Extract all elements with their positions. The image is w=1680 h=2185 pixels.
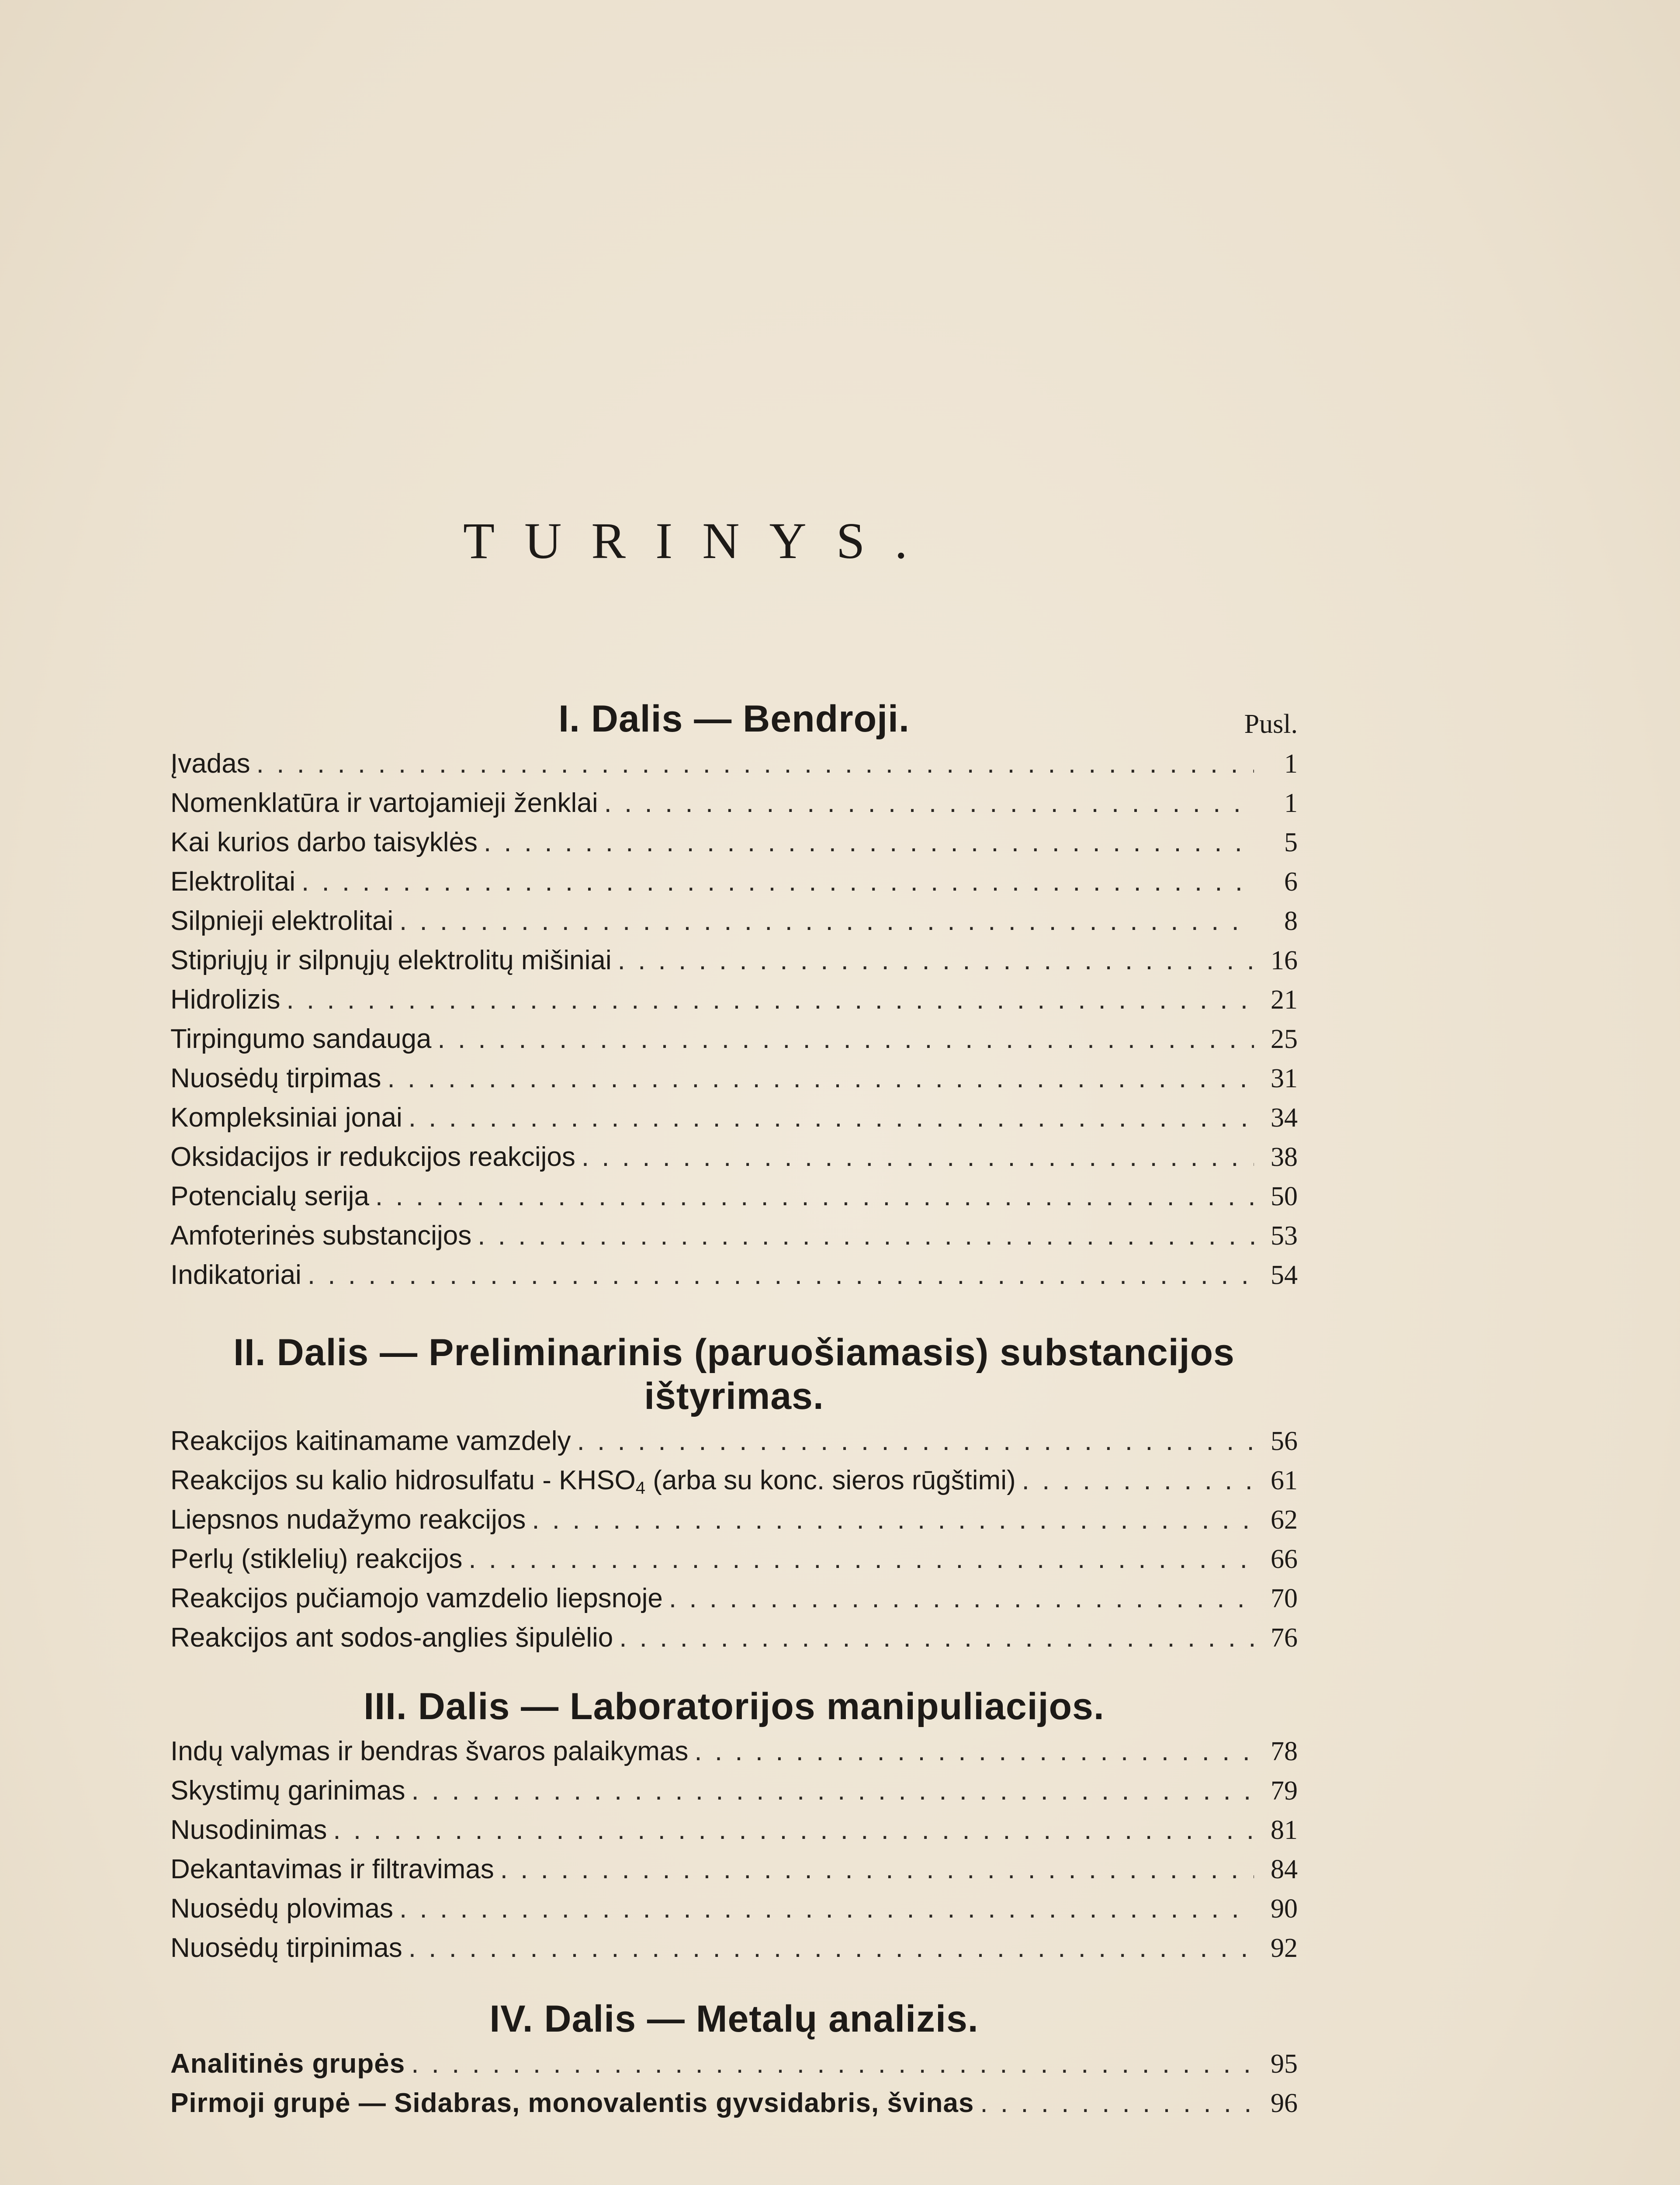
part-3-section xyxy=(170,1685,1298,1968)
entry-page-number: 81 xyxy=(1271,1815,1298,1845)
entry-label-prefix: Reakcijos su kalio hidrosulfatu - KHSO xyxy=(170,1465,636,1495)
entry-label-suffix: (arba su konc. sieros rūgštimi) xyxy=(645,1465,1016,1495)
part-2-section xyxy=(170,1331,1298,1658)
entry-label: Stipriųjų ir silpnųjų elektrolitų mišiniai xyxy=(170,945,612,975)
dot-leader xyxy=(484,823,1254,862)
part-2-heading-line2: ištyrimas. xyxy=(644,1375,824,1417)
entry-page-number: 54 xyxy=(1271,1260,1298,1290)
dot-leader xyxy=(375,1177,1254,1216)
entry-page-number: 1 xyxy=(1284,749,1298,779)
entry-label: Reakcijos pučiamojo vamzdelio liepsnoje xyxy=(170,1583,663,1613)
entry-label: Nomenklatūra ir vartojamieji ženklai xyxy=(170,788,598,818)
entry-page-number: 6 xyxy=(1284,867,1298,897)
toc-entry[interactable] xyxy=(170,744,1298,784)
entry-page-number: 92 xyxy=(1271,1933,1298,1963)
entry-label: Potencialų serija xyxy=(170,1181,369,1211)
toc-entry[interactable] xyxy=(170,1732,1298,1771)
part-3-entries xyxy=(170,1732,1298,1968)
entry-label: Reakcijos ant sodos-anglies šipulėlio xyxy=(170,1623,613,1653)
entry-label: Kompleksiniai jonai xyxy=(170,1103,402,1133)
entry-page-number: 38 xyxy=(1271,1142,1298,1172)
toc-entry[interactable] xyxy=(170,1771,1298,1810)
part-2-heading xyxy=(170,1331,1298,1418)
entry-page-number: 1 xyxy=(1284,788,1298,818)
entry-label: Elektrolitai xyxy=(170,867,295,897)
entry-label: Silpnieji elektrolitai xyxy=(170,906,394,936)
entry-label: Liepsnos nudažymo reakcijos xyxy=(170,1505,526,1535)
toc-entry[interactable] xyxy=(170,1889,1298,1928)
page-column-label: Pusl. xyxy=(1244,709,1298,739)
dot-leader xyxy=(618,941,1254,980)
dot-leader xyxy=(468,1540,1254,1579)
entry-page-number: 95 xyxy=(1271,2049,1298,2079)
entry-label: Dekantavimas ir filtravimas xyxy=(170,1854,494,1884)
dot-leader xyxy=(1022,1461,1254,1500)
toc-entry[interactable] xyxy=(170,902,1298,941)
toc-entry[interactable] xyxy=(170,2084,1298,2123)
toc-entry[interactable] xyxy=(170,1579,1298,1618)
entry-label: Amfoterinės substancijos xyxy=(170,1221,472,1251)
entry-label: Oksidacijos ir redukcijos reakcijos xyxy=(170,1142,575,1172)
entry-page-number: 25 xyxy=(1271,1024,1298,1054)
toc-entry[interactable] xyxy=(170,1850,1298,1889)
toc-entry[interactable] xyxy=(170,1216,1298,1256)
dot-leader xyxy=(437,1020,1254,1059)
toc-entry[interactable] xyxy=(170,980,1298,1020)
entry-label xyxy=(170,1461,1022,1500)
dot-leader xyxy=(577,1422,1254,1461)
dot-leader xyxy=(532,1500,1254,1540)
dot-leader xyxy=(399,1889,1254,1928)
part-1-heading xyxy=(170,697,1298,741)
entry-label: Nuosėdų tirpimas xyxy=(170,1063,381,1093)
part-4-entries xyxy=(170,2044,1298,2123)
toc-entry[interactable] xyxy=(170,1020,1298,1059)
entry-label: Hidrolizis xyxy=(170,985,281,1015)
dot-leader xyxy=(619,1618,1254,1658)
entry-page-number: 76 xyxy=(1271,1623,1298,1653)
entry-page-number: 31 xyxy=(1271,1064,1298,1093)
dot-leader xyxy=(256,744,1254,784)
entry-label: Indikatoriai xyxy=(170,1260,301,1290)
part-1-heading-text: I. Dalis — Bendroji. xyxy=(558,698,910,740)
entry-label: Nuosėdų tirpinimas xyxy=(170,1933,402,1963)
dot-leader xyxy=(308,1256,1254,1295)
dot-leader xyxy=(409,1928,1254,1968)
entry-label: Indų valymas ir bendras švaros palaikymas xyxy=(170,1736,689,1766)
dot-leader xyxy=(669,1579,1254,1618)
entry-label: Kai kurios darbo taisyklės xyxy=(170,827,478,857)
toc-entry[interactable] xyxy=(170,1540,1298,1579)
dot-leader xyxy=(980,2084,1254,2123)
dot-leader xyxy=(694,1732,1254,1771)
toc-entry[interactable] xyxy=(170,862,1298,902)
entry-page-number: 84 xyxy=(1271,1855,1298,1884)
dot-leader xyxy=(582,1138,1254,1177)
entry-page-number: 50 xyxy=(1271,1182,1298,1211)
entry-page-number: 16 xyxy=(1271,946,1298,975)
toc-entry[interactable] xyxy=(170,2044,1298,2084)
part-3-heading: III. Dalis — Laboratorijos manipuliacijos. xyxy=(364,1686,1105,1727)
entry-page-number: 56 xyxy=(1271,1426,1298,1456)
entry-label: Nusodinimas xyxy=(170,1815,327,1845)
page-title: TURINYS. xyxy=(463,512,937,569)
entry-page-number: 78 xyxy=(1271,1737,1298,1766)
toc-entry[interactable] xyxy=(170,1059,1298,1098)
entry-page-number: 21 xyxy=(1271,985,1298,1015)
part-1-entries xyxy=(170,744,1298,1295)
part-4-heading: IV. Dalis — Metalų analizis. xyxy=(489,1998,979,2040)
toc-entry[interactable] xyxy=(170,1928,1298,1968)
dot-leader xyxy=(478,1216,1254,1256)
part-1-section xyxy=(170,697,1298,1295)
dot-leader xyxy=(387,1059,1254,1098)
entry-page-number: 8 xyxy=(1284,906,1298,936)
toc-entry[interactable] xyxy=(170,823,1298,862)
toc-entry[interactable] xyxy=(170,1618,1298,1658)
entry-label: Tirpingumo sandauga xyxy=(170,1024,432,1054)
entry-page-number: 70 xyxy=(1271,1584,1298,1613)
toc-entry[interactable] xyxy=(170,784,1298,823)
entry-page-number: 96 xyxy=(1271,2088,1298,2118)
entry-page-number: 34 xyxy=(1271,1103,1298,1133)
entry-page-number: 61 xyxy=(1271,1466,1298,1495)
toc-entry[interactable] xyxy=(170,1138,1298,1177)
dot-leader xyxy=(301,862,1254,902)
toc-entry[interactable] xyxy=(170,1810,1298,1850)
dot-leader xyxy=(604,784,1254,823)
part-4-section xyxy=(170,1997,1298,2123)
entry-label: Reakcijos kaitinamame vamzdely xyxy=(170,1426,571,1456)
entry-page-number: 79 xyxy=(1271,1776,1298,1806)
toc-entry[interactable] xyxy=(170,1500,1298,1540)
entry-page-number: 66 xyxy=(1271,1544,1298,1574)
entry-page-number: 53 xyxy=(1271,1221,1298,1251)
entry-label: Skystimų garinimas xyxy=(170,1776,405,1806)
part-2-entries xyxy=(170,1422,1298,1658)
dot-leader xyxy=(411,2044,1254,2084)
entry-label: Analitinės grupės xyxy=(170,2049,405,2079)
toc-entry[interactable] xyxy=(170,941,1298,980)
entry-page-number: 90 xyxy=(1271,1894,1298,1924)
entry-label: Perlų (stiklelių) reakcijos xyxy=(170,1544,463,1574)
part-2-heading-line1: II. Dalis — Preliminarinis (paruošiamasis) substancijos xyxy=(233,1332,1235,1373)
toc-entry[interactable] xyxy=(170,1256,1298,1295)
dot-leader xyxy=(286,980,1254,1020)
entry-label-subscript: 4 xyxy=(635,1478,646,1498)
dot-leader xyxy=(409,1098,1254,1138)
entry-label: Pirmoji grupė — Sidabras, monovalentis gyvsidabris, švinas xyxy=(170,2088,974,2118)
dot-leader xyxy=(411,1771,1254,1810)
entry-label: Nuosėdų plovimas xyxy=(170,1894,394,1924)
dot-leader xyxy=(333,1810,1254,1850)
toc-entry[interactable] xyxy=(170,1461,1298,1500)
entry-label: Įvadas xyxy=(170,749,250,779)
dot-leader xyxy=(500,1850,1254,1889)
toc-entry[interactable] xyxy=(170,1177,1298,1216)
entry-page-number: 62 xyxy=(1271,1505,1298,1535)
toc-entry[interactable] xyxy=(170,1098,1298,1138)
dot-leader xyxy=(399,902,1254,941)
toc-entry[interactable] xyxy=(170,1422,1298,1461)
entry-page-number: 5 xyxy=(1284,828,1298,857)
